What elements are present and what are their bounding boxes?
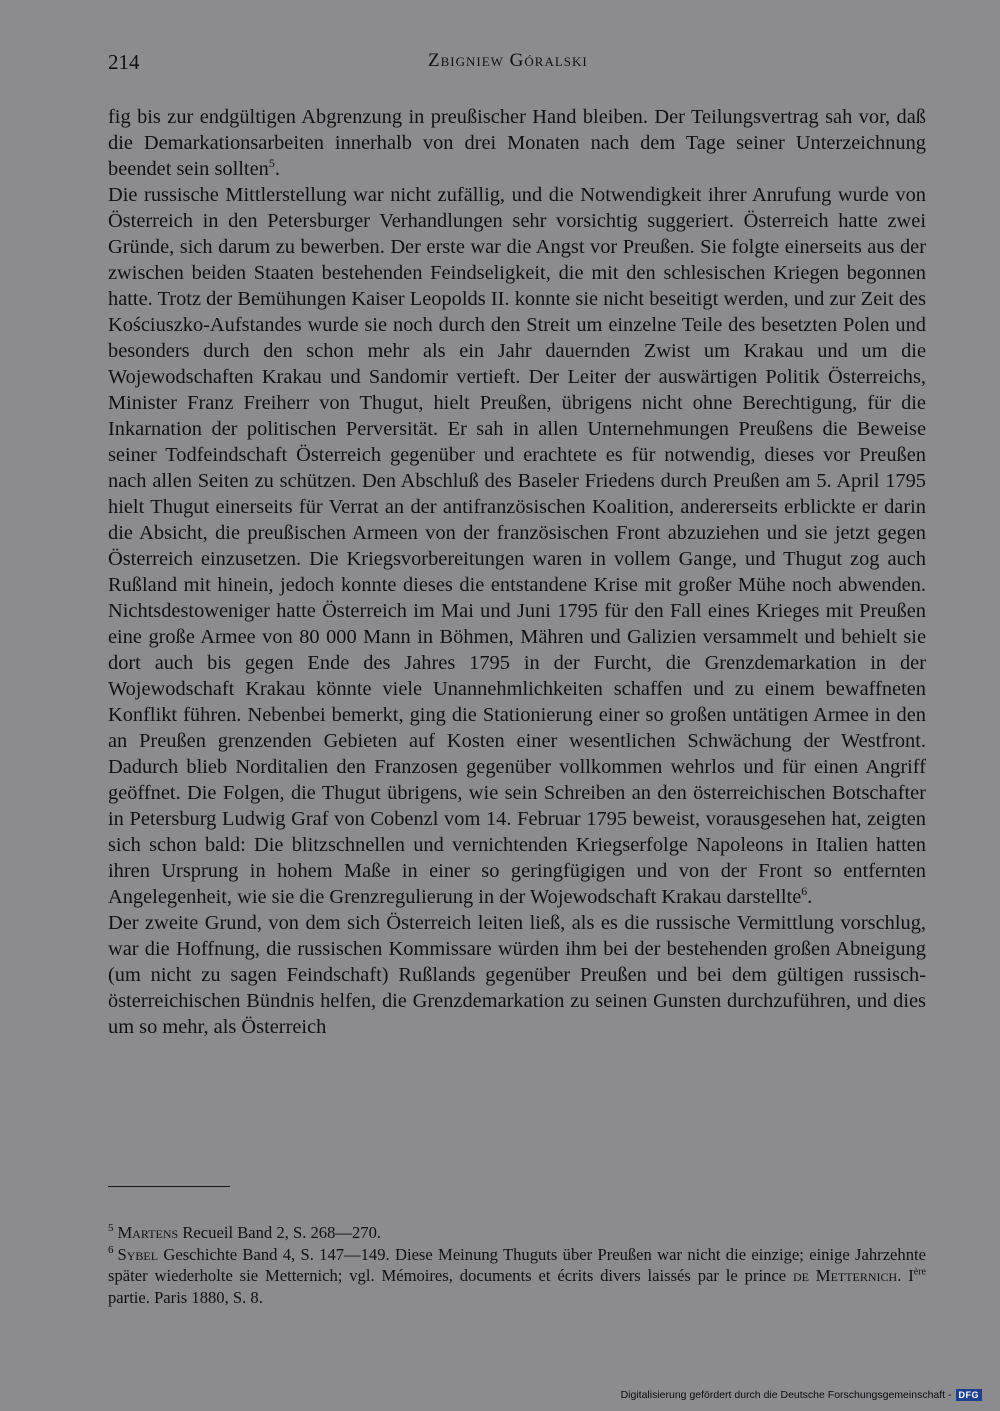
main-text: [108, 104, 926, 1040]
paragraph-2-end: .: [807, 886, 813, 908]
dfg-logo-icon: DFG: [956, 1389, 983, 1401]
digitization-credit: [621, 1389, 982, 1401]
paragraph-2: [108, 182, 926, 910]
footnote-superscript: ère: [913, 1266, 926, 1278]
footnote-ref-6: 6: [801, 884, 808, 899]
footnote-number: 5: [108, 1222, 114, 1235]
footnote-author: Sybel: [117, 1244, 159, 1264]
footnote-5: [108, 1222, 926, 1244]
footnote-number: 6: [108, 1243, 114, 1256]
paragraph-3: [108, 910, 926, 1040]
page-number: 214: [108, 50, 140, 74]
paragraph-1-text: fig bis zur endgültigen Abgrenzung in preußischer Hand bleiben. Der Teilungsvertrag sah vor, daß die Demarkationsarbeiten innerhalb von drei Monaten nach dem Tage seiner Unterzeichnung beendet sein sollten: [108, 106, 926, 180]
paragraph-1: [108, 104, 926, 182]
footnote-ref-5: 5: [268, 156, 275, 171]
footnote-author-2: de Metternich: [792, 1266, 898, 1285]
running-head: Zbigniew Góralski: [428, 50, 588, 71]
footnote-6: [108, 1244, 926, 1309]
paragraph-2-text: Die russische Mittlerstellung war nicht zufällig, und die Notwendigkeit ihrer Anrufung wurde von Österreich in den Petersburger Verhandlungen sehr vorsichtig suggeriert. Österreich hatte zwei Gründe, sich darum zu bewerben. Der erste war die Angst vor Preußen. Sie folgte einerseits aus der zwischen beiden Staaten bestehenden Feindseligkeit, die mit den schlesischen Kriegen begonnen hatte. Trotz der Bemühungen Kaiser Leopolds II. konnte sie nicht beseitigt werden, und zur Zeit des Kościuszko-Aufstandes wurde sie noch durch den Streit um einzelne Teile des besetzten Polen und besonders durch den schon mehr als ein Jahr dauernden Zwist um Krakau und um die Wojewodschaften Krakau und Sandomir vertieft. Der Leiter der auswärtigen Politik Österreichs, Minister Franz Freiherr von Thugut, hielt Preußen, übrigens nicht ohne Berechtigung, für die Inkarnation der politischen Perversität. Er sah in allen Unternehmungen Preußens die Beweise seiner Todfeindschaft Österreich gegenüber und erachtete es für notwendig, dieses vor Preußen nach allen Seiten zu schützen. Den Abschluß des Baseler Friedens durch Preußen am 5. April 1795 hielt Thugut einerseits für Verrat an der antifranzösischen Koalition, andererseits erblickte er darin die Absicht, die preußischen Armeen von der französischen Front abzuziehen und sie jetzt gegen Österreich einzusetzen. Die Kriegsvorbereitungen waren in vollem Gange, und Thugut zog auch Rußland mit hinein, jedoch konnte dieses die entstandene Krise mit großer Mühe noch abwenden. Nichtsdestoweniger hatte Österreich im Mai und Juni 1795 für den Fall eines Krieges mit Preußen eine große Armee von 80 000 Mann in Böhmen, Mähren und Galizien versammelt und behielt sie dort auch bis gegen Ende des Jahres 1795 in der Furcht, die Grenzdemarkation in der Wojewodschaft Krakau könnte viele Unannehmlichkeiten schaffen und zu einem bewaffneten Konflikt führen. Nebenbei bemerkt, ging die Stationierung einer so großen untätigen Armee in den an Preußen grenzenden Gebieten auf Kosten einer wesentlichen Schwächung der Westfront. Dadurch blieb Norditalien den Franzosen gegenüber vollkommen wehrlos und für einen Angriff geöffnet. Die Folgen, die Thugut übrigens, wie sein Schreiben an den österreichischen Botschafter in Petersburg Ludwig Graf von Cobenzl vom 14. Februar 1795 beweist, vorausgesehen hat, zeigten sich schon bald: Die blitzschnellen und vernichtenden Kriegserfolge Napoleons in Italien hatten ihren Ursprung in hohem Maße in einer so geringfügigen und von der Front so entfernten Angelegenheit, wie sie die Grenzregulierung in der Wojewodschaft Krakau darstellte: [108, 184, 926, 908]
footnote-text-2: . I: [897, 1266, 914, 1285]
paragraph-3-text: Der zweite Grund, von dem sich Österreich leiten ließ, als es die russische Vermittlung vorschlug, war die Hoffnung, die russischen Kommissare würden ihm bei der bestehenden großen Abneigung (um nicht zu sagen Feindschaft) Rußlands gegenüber Preußen und bei dem gültigen russisch-österreichischen Bündnis helfen, die Grenzdemarkation zu seinen Gunsten durchzuführen, und dies um so mehr, als Österreich: [108, 912, 926, 1038]
paragraph-1-end: .: [274, 158, 280, 180]
footnote-text: Geschichte Band 4, S. 147—149. Diese Meinung Thuguts über Preußen war nicht die einzige; einige Jahrzehnte später wiederholte sie Metternich; vgl. Mémoires, documents et écrits divers laissés par le prince: [108, 1244, 926, 1285]
footnote-text: Recueil Band 2, S. 268—270.: [178, 1223, 382, 1242]
footnotes: [108, 1222, 926, 1308]
footnote-text-3: partie. Paris 1880, S. 8.: [108, 1287, 263, 1307]
footnote-author: Martens: [117, 1223, 179, 1242]
footnote-divider: [108, 1186, 230, 1187]
credit-text: Digitalisierung gefördert durch die Deutsche Forschungsgemeinschaft -: [620, 1389, 952, 1401]
